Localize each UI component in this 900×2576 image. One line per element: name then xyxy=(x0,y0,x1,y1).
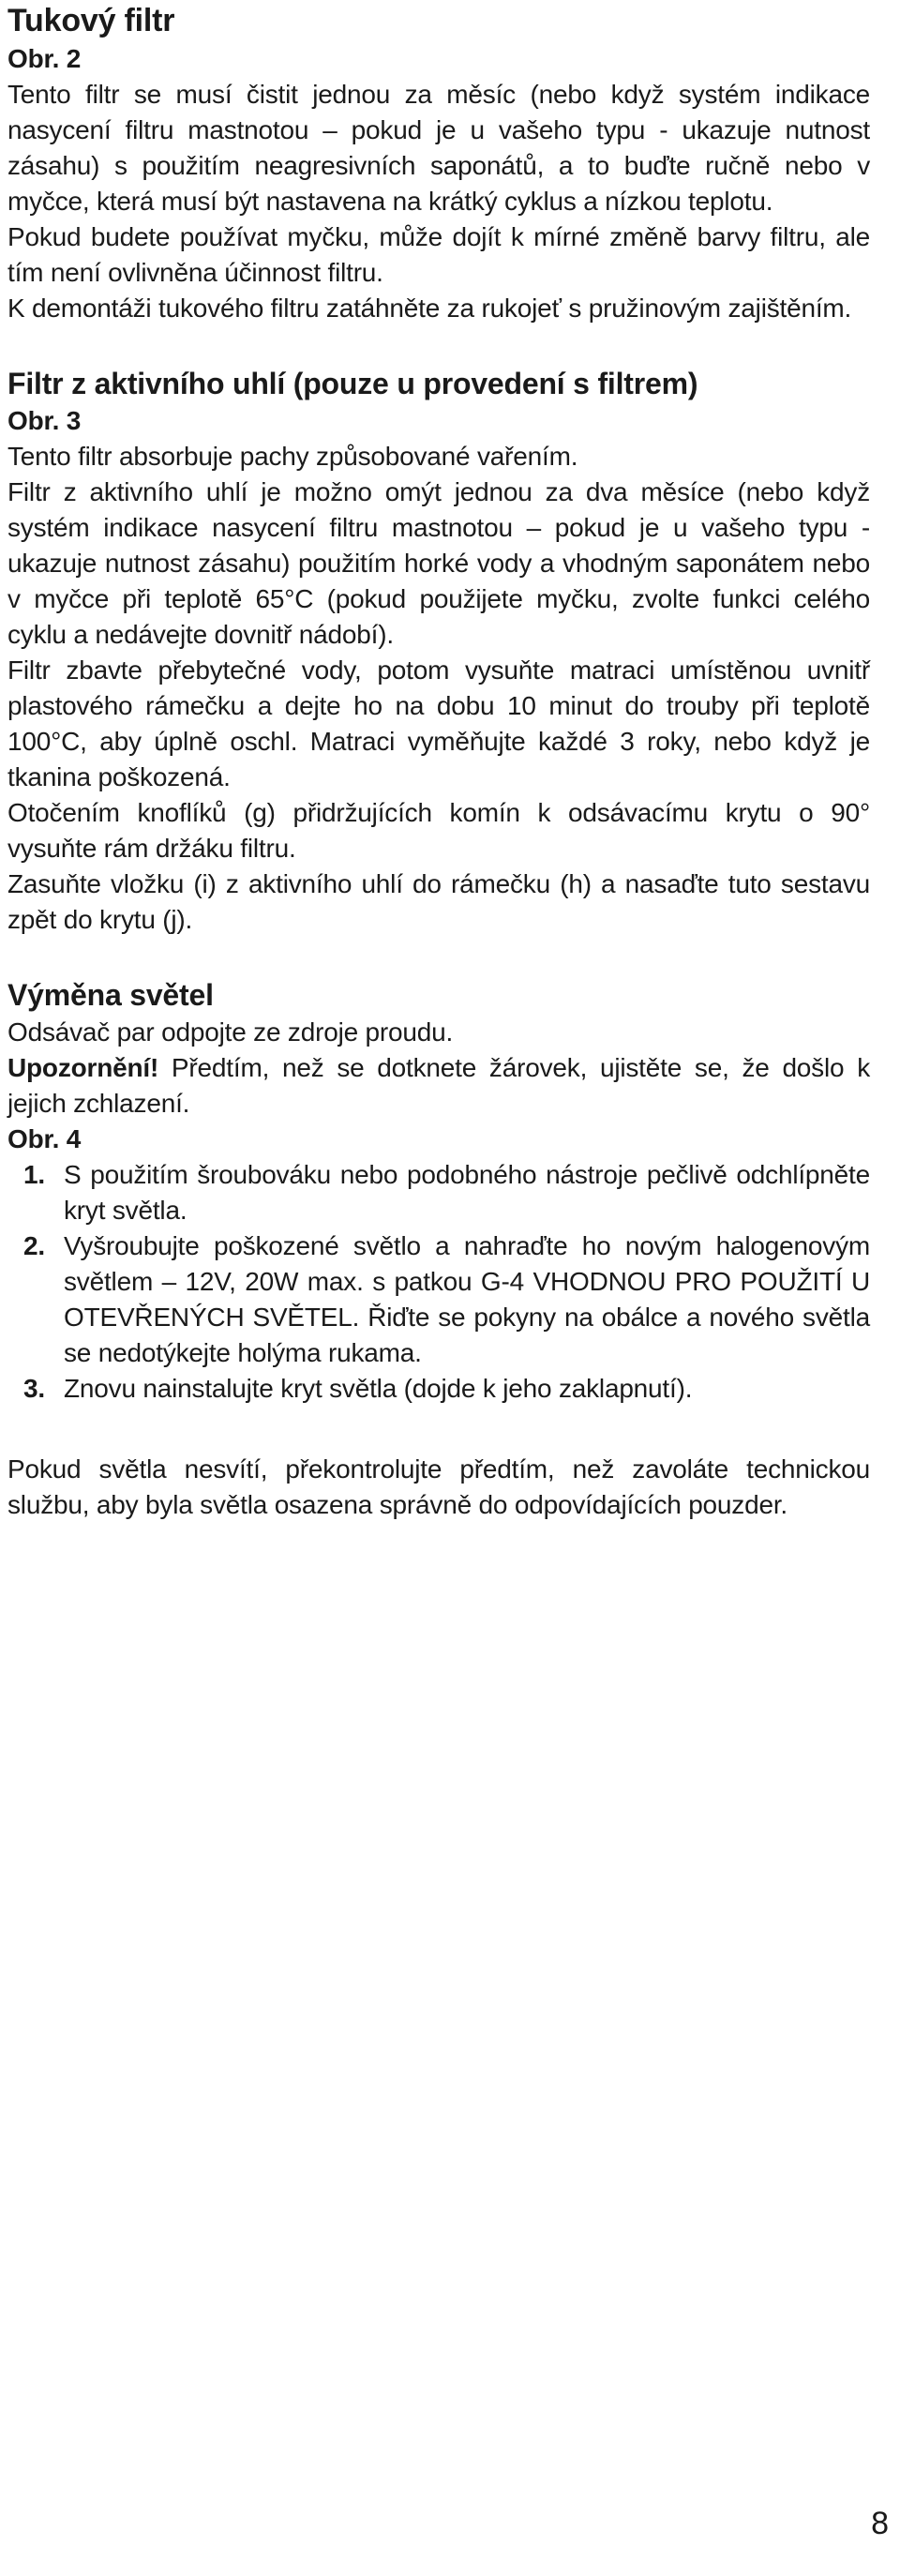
warning-text: Předtím, než se dotknete žárovek, ujistěte se, že došlo k jejich zchlazení. xyxy=(8,1053,870,1118)
light-paragraph-1: Odsávač par odpojte ze zdroje proudu. xyxy=(8,1017,454,1047)
closing-paragraph: Pokud světla nesvítí, překontrolujte předtím, než zavoláte technickou službu, aby byla světla osazena správně do odpovídajících pouzder. xyxy=(8,1454,870,1519)
list-item xyxy=(8,1371,870,1407)
page-number: 8 xyxy=(871,2506,889,2541)
step-number: 1. xyxy=(23,1160,45,1189)
list-item xyxy=(8,1228,870,1371)
spacer xyxy=(8,1407,870,1452)
list-item xyxy=(8,1157,870,1228)
grease-filter-heading: Tukový filtr xyxy=(8,3,175,38)
grease-filter-paragraph-3: K demontáži tukového filtru zatáhněte za rukojeť s pružinovým zajištěním. xyxy=(8,294,852,323)
figure-ref-2: Obr. 2 xyxy=(8,44,82,73)
warning-label: Upozornění! xyxy=(8,1053,159,1082)
carbon-filter-heading: Filtr z aktivního uhlí (pouze u provedení s filtrem) xyxy=(8,367,698,400)
spacer xyxy=(8,938,870,975)
figure-ref-3: Obr. 3 xyxy=(8,406,82,435)
light-steps-list xyxy=(8,1157,870,1407)
carbon-filter-paragraph-1: Tento filtr absorbuje pachy způsobované vařením. xyxy=(8,442,578,471)
carbon-filter-paragraph-3: Filtr zbavte přebytečné vody, potom vysuňte matraci umístěnou uvnitř plastového rámečku a dejte ho na dobu 10 minut do trouby při teplotě 100°C, aby úplně oschl. Matraci vyměňujte každé 3 roky, nebo když je tkanina poškozená. xyxy=(8,655,870,791)
step-number: 3. xyxy=(23,1374,45,1403)
step-number: 2. xyxy=(23,1231,45,1260)
carbon-filter-paragraph-2: Filtr z aktivního uhlí je možno omýt jednou za dva měsíce (nebo když systém indikace nasycení filtru mastnotou – pokud je u vašeho typu - ukazuje nutnost zásahu) použitím horké vody a vhodným saponátem nebo v myčce při teplotě 65°C (pokud použijete myčku, zvolte funkci celého cyklu a nedávejte dovnitř nádobí). xyxy=(8,477,870,649)
carbon-filter-paragraph-5: Zasuňte vložku (i) z aktivního uhlí do rámečku (h) a nasaďte tuto sestavu zpět do krytu (j). xyxy=(8,869,870,934)
grease-filter-paragraph-2: Pokud budete používat myčku, může dojít k mírné změně barvy filtru, ale tím není ovlivněna účinnost filtru. xyxy=(8,222,870,287)
step-text: S použitím šroubováku nebo podobného nástroje pečlivě odchlípněte kryt světla. xyxy=(64,1160,870,1225)
spacer xyxy=(8,326,870,364)
figure-ref-4: Obr. 4 xyxy=(8,1124,82,1153)
step-text: Znovu nainstalujte kryt světla (dojde k jeho zaklapnutí). xyxy=(64,1374,693,1403)
carbon-filter-paragraph-4: Otočením knoflíků (g) přidržujících komín k odsávacímu krytu o 90° vysuňte rám držáku filtru. xyxy=(8,798,870,863)
light-replacement-heading: Výměna světel xyxy=(8,978,214,1012)
step-text: Vyšroubujte poškozené světlo a nahraďte ho novým halogenovým světlem – 12V, 20W max. s patkou G-4 VHODNOU PRO POUŽITÍ U OTEVŘENÝCH SVĚTEL. Řiďte se pokyny na obálce a nového světla se nedotýkejte holýma rukama. xyxy=(64,1231,870,1367)
warning-paragraph xyxy=(8,1050,870,1122)
page-content xyxy=(8,0,870,1523)
grease-filter-paragraph-1: Tento filtr se musí čistit jednou za měsíc (nebo když systém indikace nasycení filtru mastnotou – pokud je u vašeho typu - ukazuje nutnost zásahu) s použitím neagresivních saponátů, a to buďte ručně nebo v myčce, která musí být nastavena na krátký cyklus a nízkou teplotu. xyxy=(8,80,870,216)
